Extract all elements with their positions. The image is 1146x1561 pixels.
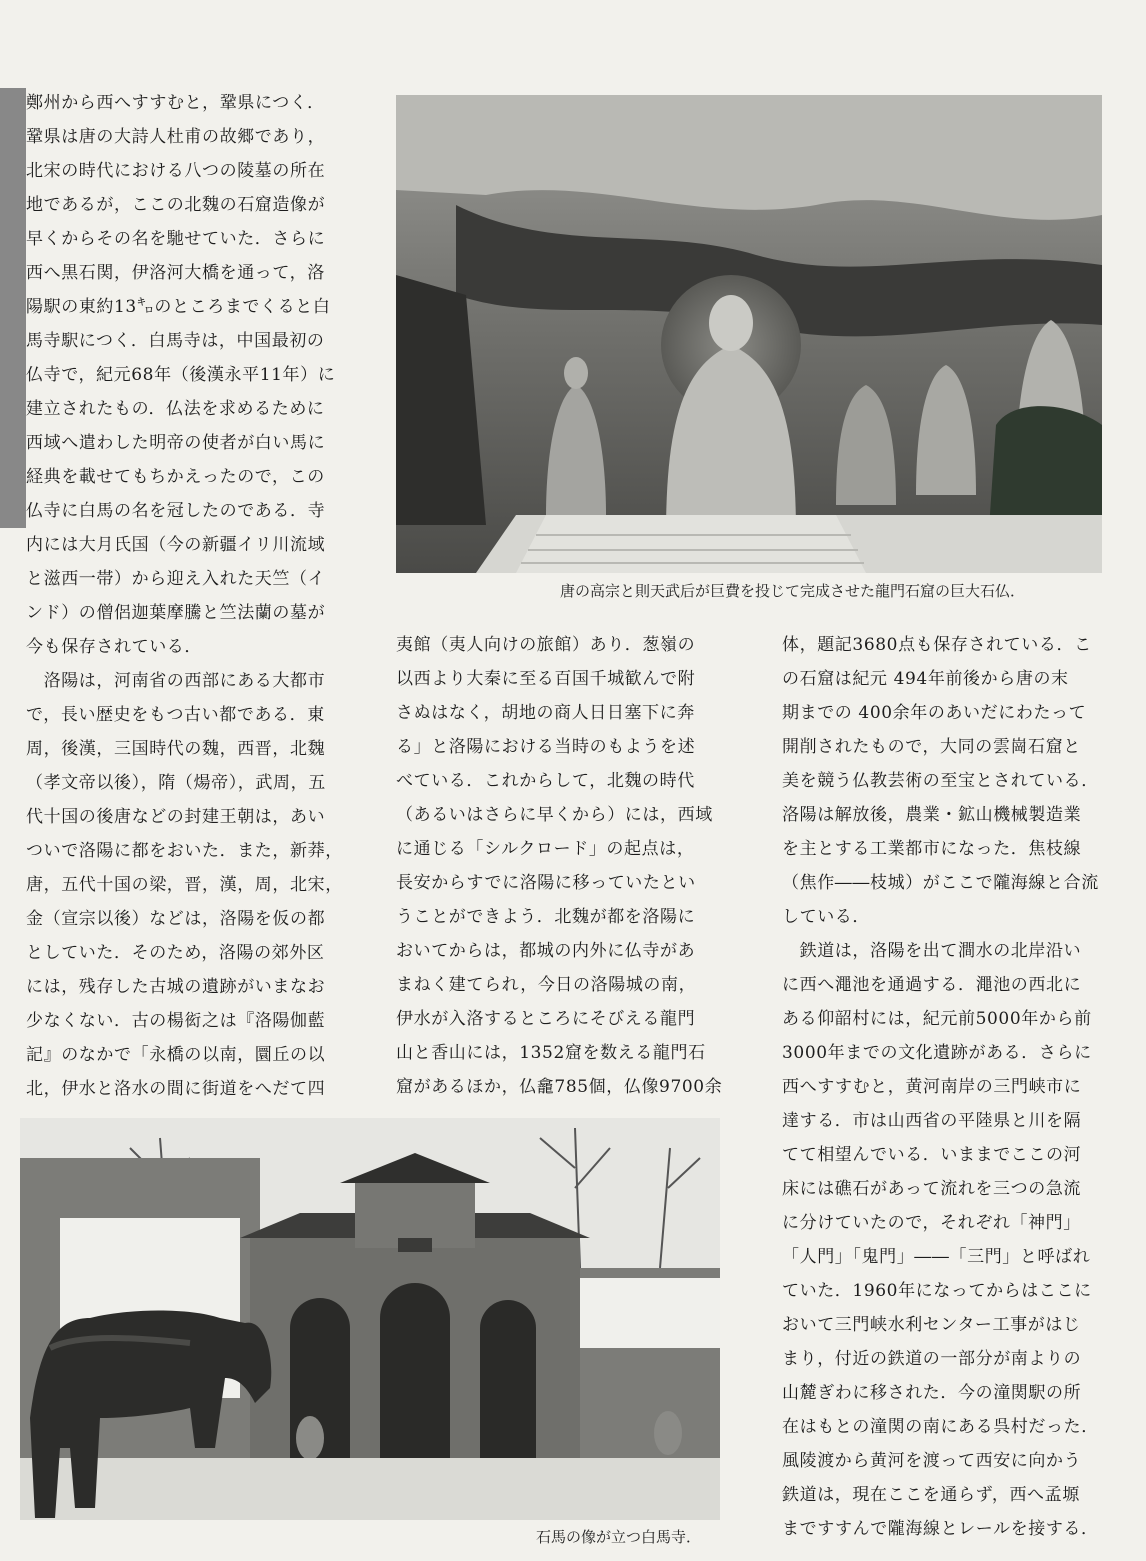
- text-line: に西へ澠池を通過する．澠池の西北に: [782, 975, 1082, 995]
- text-line: （あるいはさらに早くから）には，西域: [396, 805, 713, 825]
- text-line: 以西より大秦に至る百国千城歓んで附: [396, 669, 696, 689]
- text-line: 洛陽は，河南省の西部にある大都市: [26, 671, 326, 691]
- text-line: まねく建てられ，今日の洛陽城の南，: [396, 975, 697, 995]
- text-line: 風陵渡から黄河を渡って西安に向かう: [782, 1451, 1082, 1471]
- text-line: 周，後漢，三国時代の魏，西晋，北魏: [26, 739, 326, 759]
- text-column-middle: [396, 628, 732, 1104]
- text-column-left: [26, 86, 356, 1106]
- text-line: 経典を載せてもちかえったので，この: [26, 467, 325, 487]
- text-line: 西域へ遣わした明帝の使者が白い馬に: [26, 433, 326, 453]
- text-line: 鉄道は，現在ここを通らず，西へ孟塬: [782, 1485, 1080, 1505]
- text-line: 西へ黒石関，伊洛河大橋を通って，洛: [26, 263, 325, 283]
- text-line: 記』のなかで「永橋の以南，圜丘の以: [26, 1045, 326, 1065]
- text-line: 今も保存されている．: [26, 637, 202, 657]
- text-line: 3000年までの文化遺跡がある．さらに: [782, 1043, 1092, 1063]
- temple-photo-caption: 石馬の像が立つ白馬寺．: [536, 1528, 702, 1546]
- text-line: 仏寺に白馬の名を冠したのである．寺: [26, 501, 326, 521]
- text-line: 早くからその名を馳せていた．さらに: [26, 229, 326, 249]
- text-line: 北宋の時代における八つの陵墓の所在: [26, 161, 326, 181]
- text-line: 陽駅の東約13㌔のところまでくると白: [26, 297, 331, 317]
- text-line: 洛陽は解放後，農業・鉱山機械製造業: [782, 805, 1082, 825]
- text-line: 代十国の後唐などの封建王朝は，あい: [26, 807, 326, 827]
- text-line: 達する．市は山西省の平陸県と川を隔: [782, 1111, 1082, 1131]
- text-line: 鉄道は，洛陽を出て澗水の北岸沿い: [782, 941, 1082, 961]
- text-line: べている．これからして，北魏の時代: [396, 771, 695, 791]
- white-horse-temple-photo: [20, 1118, 720, 1520]
- text-line: 鞏県は唐の大詩人杜甫の故郷であり，: [26, 127, 326, 147]
- adjacent-page-photo-strip: [0, 88, 26, 528]
- text-line: 地であるが，ここの北魏の石窟造像が: [26, 195, 326, 215]
- text-line: 「人門」「鬼門」――「三門」と呼ばれ: [782, 1247, 1091, 1267]
- text-line: で，長い歴史をもつ古い都である．東: [26, 705, 325, 725]
- text-line: に通じる「シルクロード」の起点は，: [396, 839, 695, 859]
- text-line: 北，伊水と洛水の間に街道をへだて四: [26, 1079, 326, 1099]
- text-line: 床には礁石があって流れを三つの急流: [782, 1179, 1082, 1199]
- text-line: としていた．そのため，洛陽の郊外区: [26, 943, 325, 963]
- text-line: 山麓ぎわに移された．今の潼関駅の所: [782, 1383, 1082, 1403]
- text-line: ンド）の僧侶迦葉摩騰と竺法蘭の墓が: [26, 603, 326, 623]
- text-line: 伊水が入洛するところにそびえる龍門: [396, 1009, 696, 1029]
- text-line: おいて三門峡水利センター工事がはじ: [782, 1315, 1081, 1335]
- text-line: 鄭州から西へすすむと，鞏県につく．: [26, 93, 325, 113]
- longmen-grottoes-photo: [396, 95, 1102, 573]
- text-line: 唐，五代十国の梁，晋，漢，周，北宋，: [26, 875, 343, 895]
- text-line: 馬寺駅につく．白馬寺は，中国最初の: [26, 331, 325, 351]
- cave-photo-caption: 唐の高宗と則天武后が巨費を投じて完成させた龍門石窟の巨大石仏．: [560, 582, 1026, 600]
- text-line: 金（宣宗以後）などは，洛陽を仮の都: [26, 909, 326, 929]
- text-line: 仏寺で，紀元68年（後漢永平11年）に: [26, 365, 336, 385]
- text-line: ある仰韶村には，紀元前5000年から前: [782, 1009, 1092, 1029]
- text-line: 体，題記3680点も保存されている．こ: [782, 635, 1092, 655]
- text-line: （孝文帝以後），隋（煬帝），武周，五: [26, 773, 326, 793]
- text-line: 内には大月氏国（今の新疆イリ川流域: [26, 535, 326, 555]
- text-line: している．: [782, 907, 870, 927]
- text-line: 在はもとの潼関の南にある呉村だった．: [782, 1417, 1099, 1437]
- text-line: ていた．1960年になってからはここに: [782, 1281, 1092, 1301]
- text-line: 山と香山には，1352窟を数える龍門石: [396, 1043, 706, 1063]
- text-line: うことができよう．北魏が都を洛陽に: [396, 907, 696, 927]
- text-line: に分けていたので，それぞれ「神門」: [782, 1213, 1081, 1233]
- text-line: 夷館（夷人向けの旅館）あり．葱嶺の: [396, 635, 696, 655]
- text-line: 長安からすでに洛陽に移っていたとい: [396, 873, 696, 893]
- text-line: てて相望んでいる．いままでここの河: [782, 1145, 1082, 1165]
- text-line: の石窟は紀元 494年前後から唐の末: [782, 669, 1069, 689]
- text-line: おいてからは，都城の内外に仏寺があ: [396, 941, 696, 961]
- text-line: 少なくない．古の楊衒之は『洛陽伽藍: [26, 1011, 326, 1031]
- text-line: と滋西一帯）から迎え入れた天竺（イ: [26, 569, 326, 589]
- text-line: 窟があるほか，仏龕785個，仏像9700余: [396, 1077, 723, 1097]
- text-line: 開削されたもので，大同の雲崗石窟と: [782, 737, 1081, 757]
- text-line: （焦作――枝城）がここで隴海線と合流: [782, 873, 1099, 893]
- text-line: には，残存した古城の遺跡がいまなお: [26, 977, 326, 997]
- text-line: を主とする工業都市になった．焦枝線: [782, 839, 1082, 859]
- text-line: ついで洛陽に都をおいた．また，新莽，: [26, 841, 343, 861]
- text-line: 期までの 400余年のあいだにわたって: [782, 703, 1087, 723]
- text-line: まですすんで隴海線とレールを接する．: [782, 1519, 1099, 1539]
- text-column-right: [782, 628, 1112, 1546]
- text-line: 西へすすむと，黄河南岸の三門峡市に: [782, 1077, 1082, 1097]
- text-line: る」と洛陽における当時のもようを述: [396, 737, 696, 757]
- text-line: 美を競う仏教芸術の至宝とされている．: [782, 771, 1099, 791]
- text-line: 建立されたもの．仏法を求めるために: [26, 399, 325, 419]
- text-line: まり，付近の鉄道の一部分が南よりの: [782, 1349, 1082, 1369]
- text-line: さぬはなく，胡地の商人日日塞下に奔: [396, 703, 695, 723]
